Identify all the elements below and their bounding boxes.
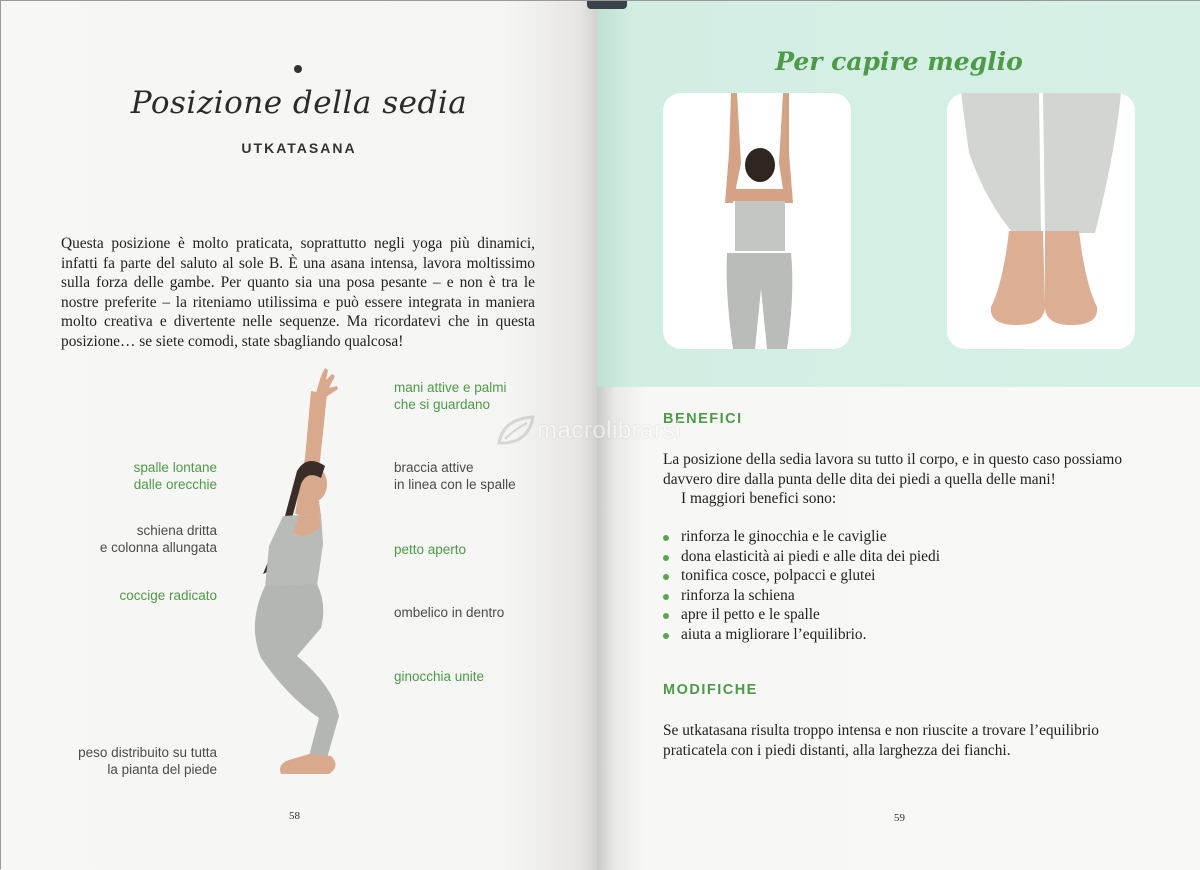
- label-coccige-radicato: coccige radicato: [119, 588, 217, 603]
- photo-back-view: [663, 93, 851, 349]
- section-title: Per capire meglio: [775, 47, 1023, 76]
- label-schiena-dritta: schiena dritta e colonna allungata: [99, 523, 217, 555]
- mint-panel: [597, 1, 1200, 387]
- list-item: tonifica cosce, polpacci e glutei: [663, 566, 940, 586]
- intro-paragraph: Questa posizione è molto praticata, soprattutto negli yoga più dinamici, infatti fa parte del saluto al sole B. È una asana intensa, lavora moltissimo sulla forza delle gambe. Per quanto sia una posa pesante – e non è tra le nostre preferite – la riteniamo utilissima e può essere integrata in maniera molto creativa e divertente nelle sequenze. Ma ricordatevi che in questa posizione… se siete comodi, state sbagliando qualcosa!: [61, 235, 535, 350]
- page-title: Posizione della sedia: [130, 85, 468, 121]
- list-item: rinforza la schiena: [663, 586, 940, 606]
- label-ginocchia-unite: ginocchia unite: [394, 669, 485, 684]
- watermark: [495, 413, 681, 449]
- list-item: aiuta a migliorare l’equilibrio.: [663, 625, 940, 645]
- label-ombelico: ombelico in dentro: [394, 605, 505, 620]
- list-item: rinforza le ginocchia e le caviglie: [663, 527, 940, 547]
- modifiche-paragraph: Se utkatasana risulta troppo intensa e non riuscite a trovare l’equilibrio praticatela con i piedi distanti, alla larghezza dei fianchi.: [663, 722, 1099, 759]
- benefici-list: [663, 527, 940, 644]
- benefici-paragraph: La posizione della sedia lavora su tutto il corpo, e in questo caso possiamo davvero dire dalla punta delle dita dei piedi a quella delle mani!: [663, 451, 1123, 488]
- chair-pose-figure: [241, 366, 371, 781]
- label-petto-aperto: petto aperto: [394, 542, 467, 557]
- modifiche-heading: MODIFICHE: [663, 682, 758, 698]
- list-item: apre il petto e le spalle: [663, 605, 940, 625]
- feet-figure: [947, 93, 1135, 349]
- label-braccia-attive: braccia attive in linea con le spalle: [394, 460, 516, 492]
- book-spine: [587, 1, 627, 9]
- photo-feet-together: [947, 93, 1135, 349]
- page-subtitle: UTKATASANA: [241, 140, 357, 156]
- label-spalle-lontane: spalle lontane dalle orecchie: [133, 460, 217, 492]
- label-peso-distribuito: peso distribuito su tutta la pianta del piede: [78, 745, 217, 777]
- ornament-dot: [294, 65, 302, 73]
- page-number-left: 58: [289, 810, 300, 822]
- right-page: [597, 1, 1200, 870]
- label-mani-attive: mani attive e palmi che si guardano: [394, 380, 507, 412]
- watermark-text: macrolibrarsi: [537, 417, 681, 444]
- benefici-heading: BENEFICI: [663, 411, 743, 427]
- benefici-lead: I maggiori benefici sono:: [681, 490, 837, 507]
- list-item: dona elasticità ai piedi e alle dita dei piedi: [663, 547, 940, 567]
- leaf-logo-icon: [495, 413, 537, 449]
- page-number-right: 59: [894, 812, 905, 824]
- back-view-figure: [663, 93, 851, 349]
